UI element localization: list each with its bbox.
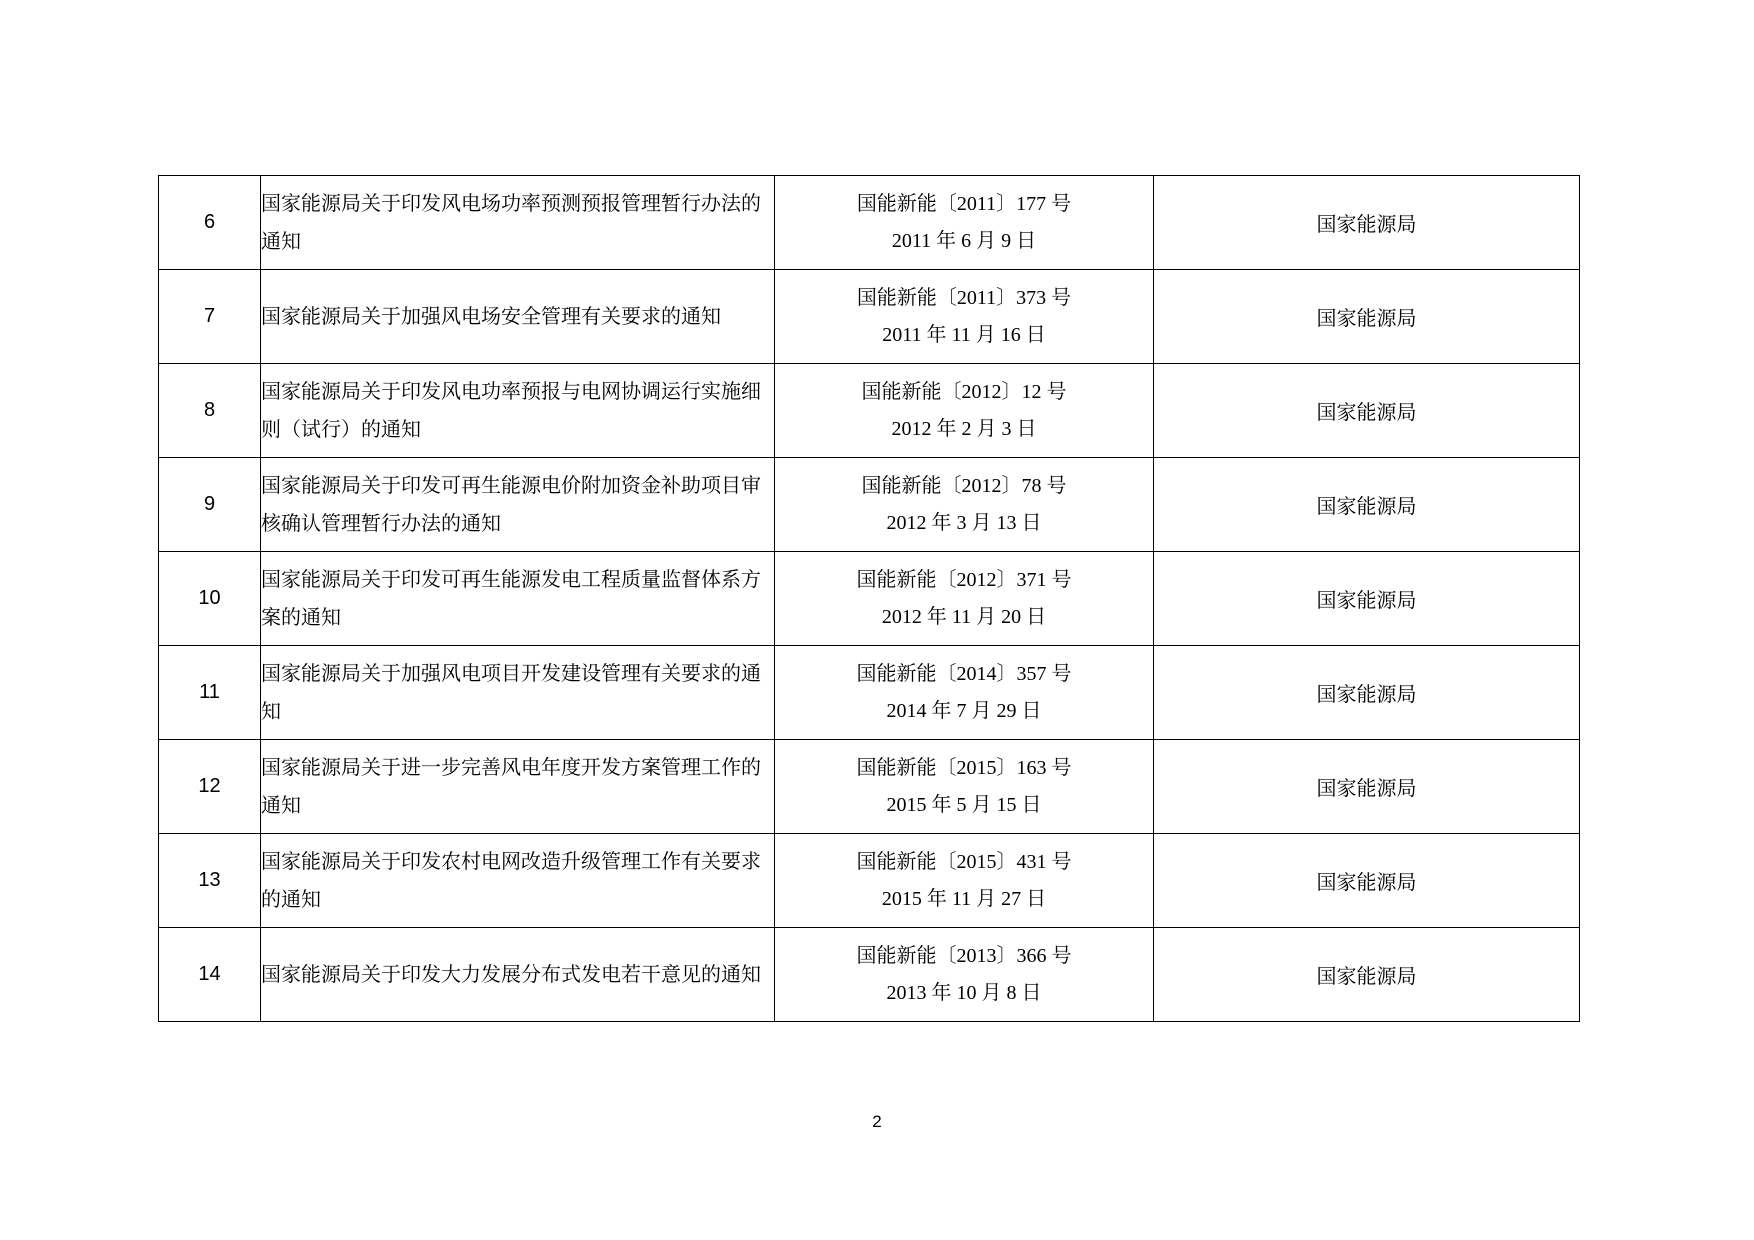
table-row — [159, 458, 1580, 552]
document-number-and-date — [775, 834, 1154, 928]
table-row — [159, 834, 1580, 928]
row-number: 10 — [159, 552, 261, 646]
issuing-authority: 国家能源局 — [1154, 834, 1580, 928]
document-title: 国家能源局关于印发风电功率预报与电网协调运行实施细则（试行）的通知 — [261, 364, 775, 458]
document-number: 国能新能〔2014〕357 号 — [856, 662, 1072, 685]
table-row — [159, 270, 1580, 364]
row-number: 8 — [159, 364, 261, 458]
document-number-and-date — [775, 458, 1154, 552]
document-number-and-date — [775, 552, 1154, 646]
document-date: 2011 年 11 月 16 日 — [882, 323, 1046, 346]
table-row — [159, 552, 1580, 646]
document-number: 国能新能〔2015〕431 号 — [856, 850, 1072, 873]
row-number: 9 — [159, 458, 261, 552]
issuing-authority: 国家能源局 — [1154, 740, 1580, 834]
document-date: 2012 年 11 月 20 日 — [881, 605, 1047, 628]
document-number: 国能新能〔2013〕366 号 — [856, 944, 1072, 967]
document-date: 2015 年 11 月 27 日 — [881, 887, 1047, 910]
document-number: 国能新能〔2012〕371 号 — [856, 568, 1072, 591]
row-number: 6 — [159, 176, 261, 270]
document-number-and-date — [775, 364, 1154, 458]
document-date: 2013 年 10 月 8 日 — [886, 981, 1042, 1004]
document-date: 2011 年 6 月 9 日 — [891, 229, 1037, 252]
document-number-and-date — [775, 176, 1154, 270]
row-number: 11 — [159, 646, 261, 740]
document-date: 2014 年 7 月 29 日 — [886, 699, 1042, 722]
document-number: 国能新能〔2015〕163 号 — [856, 756, 1072, 779]
table-row — [159, 740, 1580, 834]
document-title: 国家能源局关于加强风电场安全管理有关要求的通知 — [261, 270, 775, 364]
document-number-and-date — [775, 928, 1154, 1022]
issuing-authority: 国家能源局 — [1154, 928, 1580, 1022]
row-number: 12 — [159, 740, 261, 834]
table-row — [159, 646, 1580, 740]
issuing-authority: 国家能源局 — [1154, 176, 1580, 270]
document-number: 国能新能〔2011〕177 号 — [856, 192, 1072, 215]
document-number: 国能新能〔2012〕78 号 — [861, 474, 1067, 497]
document-date: 2012 年 2 月 3 日 — [891, 417, 1037, 440]
document-title: 国家能源局关于印发可再生能源电价附加资金补助项目审核确认管理暂行办法的通知 — [261, 458, 775, 552]
document-title: 国家能源局关于加强风电项目开发建设管理有关要求的通知 — [261, 646, 775, 740]
document-title: 国家能源局关于进一步完善风电年度开发方案管理工作的通知 — [261, 740, 775, 834]
document-number-and-date — [775, 270, 1154, 364]
table-row — [159, 928, 1580, 1022]
issuing-authority: 国家能源局 — [1154, 364, 1580, 458]
document-number: 国能新能〔2012〕12 号 — [861, 380, 1067, 403]
issuing-authority: 国家能源局 — [1154, 270, 1580, 364]
issuing-authority: 国家能源局 — [1154, 458, 1580, 552]
table-row — [159, 176, 1580, 270]
document-number: 国能新能〔2011〕373 号 — [856, 286, 1072, 309]
document-title: 国家能源局关于印发可再生能源发电工程质量监督体系方案的通知 — [261, 552, 775, 646]
row-number: 7 — [159, 270, 261, 364]
issuing-authority: 国家能源局 — [1154, 646, 1580, 740]
document-date: 2012 年 3 月 13 日 — [886, 511, 1042, 534]
page-number: 2 — [872, 1112, 882, 1131]
document-number-and-date — [775, 740, 1154, 834]
table-row — [159, 364, 1580, 458]
document-number-and-date — [775, 646, 1154, 740]
document-title: 国家能源局关于印发大力发展分布式发电若干意见的通知 — [261, 928, 775, 1022]
issuing-authority: 国家能源局 — [1154, 552, 1580, 646]
document-title: 国家能源局关于印发农村电网改造升级管理工作有关要求的通知 — [261, 834, 775, 928]
regulations-table — [158, 175, 1580, 1022]
document-title: 国家能源局关于印发风电场功率预测预报管理暂行办法的通知 — [261, 176, 775, 270]
row-number: 14 — [159, 928, 261, 1022]
row-number: 13 — [159, 834, 261, 928]
document-date: 2015 年 5 月 15 日 — [886, 793, 1042, 816]
